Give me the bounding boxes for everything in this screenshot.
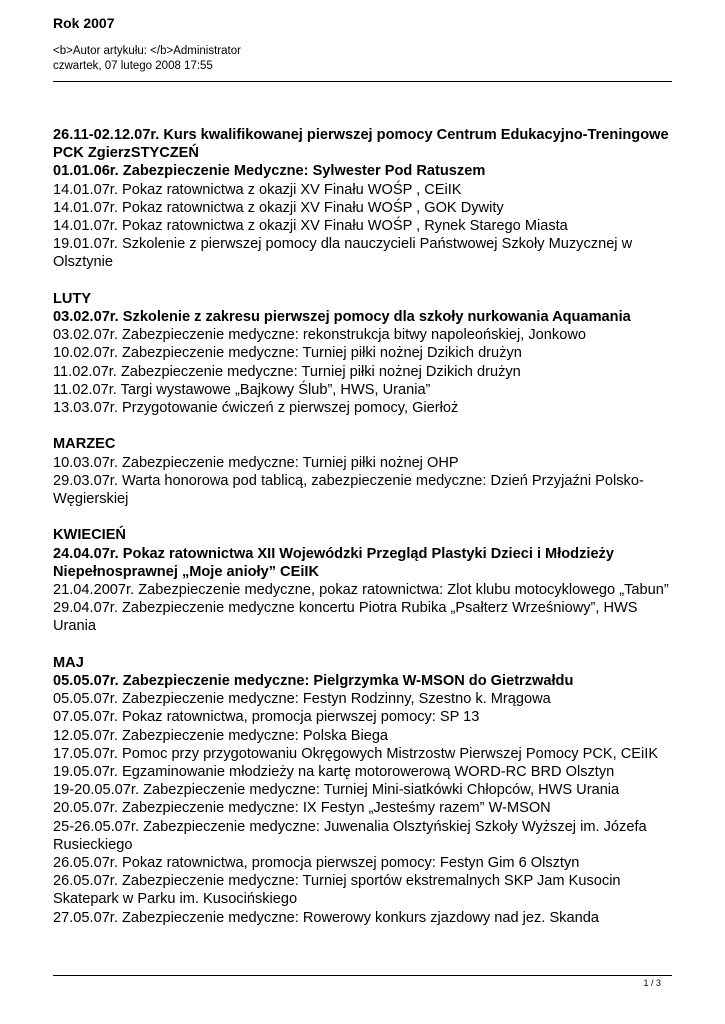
page-header — [53, 14, 673, 74]
event-line: 14.01.07r. Pokaz ratownictwa z okazji XV Finału WOŚP , CEiIK — [53, 181, 462, 198]
event-line: 03.02.07r. Zabezpieczenie medyczne: rekonstrukcja bitwy napoleońskiej, Jonkowo — [53, 327, 586, 344]
event-line: 14.01.07r. Pokaz ratownictwa z okazji XV Finału WOŚP , Rynek Starego Miasta — [53, 218, 568, 235]
section-heading-line: KWIECIEŃ — [53, 527, 126, 544]
date-line: czwartek, 07 lutego 2008 17:55 — [53, 60, 213, 72]
author-line: <b>Autor artykułu: </b>Administrator — [53, 45, 241, 57]
event-line: 21.04.2007r. Zabezpieczenie medyczne, pokaz ratownictwa: Zlot klubu motocyklowego „Tabun” — [53, 582, 669, 599]
event-line: 26.05.07r. Pokaz ratownictwa, promocja pierwszej pomocy: Festyn Gim 6 Olsztyn — [53, 855, 580, 872]
article-meta — [53, 44, 673, 74]
event-line: 25-26.05.07r. Zabezpieczenie medyczne: Juwenalia Olsztyńskiej Szkoły Wyższej im. Józefa Rusieckiego — [53, 818, 647, 853]
event-line: 19.01.07r. Szkolenie z pierwszej pomocy dla nauczycieli Państwowej Szkoły Muzycznej w Olsztynie — [53, 236, 633, 271]
event-section — [53, 654, 675, 927]
section-heading-line: 05.05.07r. Zabezpieczenie medyczne: Pielgrzymka W-MSON do Gietrzwałdu — [53, 673, 574, 690]
event-line: 20.05.07r. Zabezpieczenie medyczne: IX Festyn „Jesteśmy razem” W-MSON — [53, 800, 551, 817]
event-line: 19-20.05.07r. Zabezpieczenie medyczne: Turniej Mini-siatkówki Chłopców, HWS Urania — [53, 782, 620, 799]
page-number: 1 / 3 — [643, 978, 661, 988]
event-line: 14.01.07r. Pokaz ratownictwa z okazji XV Finału WOŚP , GOK Dywity — [53, 199, 504, 216]
event-line: 29.03.07r. Warta honorowa pod tablicą, zabezpieczenie medyczne: Dzień Przyjaźni Polsko-Węgierskiej — [53, 472, 644, 508]
header-divider — [53, 81, 672, 82]
event-line: 11.02.07r. Zabezpieczenie medyczne: Turniej piłki nożnej Dzikich drużyn — [53, 363, 521, 380]
event-section — [53, 126, 675, 272]
event-line: 13.03.07r. Przygotowanie ćwiczeń z pierwszej pomocy, Gierłoż — [53, 400, 459, 417]
footer-divider — [53, 975, 672, 976]
event-line: 29.04.07r. Zabezpieczenie medyczne koncertu Piotra Rubika „Psałterz Wrześniowy”, HWS Urania — [53, 600, 638, 635]
event-line: 11.02.07r. Targi wystawowe „Bajkowy Ślub”, HWS, Urania” — [53, 381, 431, 398]
section-heading-line: MAJ — [53, 654, 84, 671]
event-line: 17.05.07r. Pomoc przy przygotowaniu Okręgowych Mistrzostw Pierwszej Pomocy PCK, CEiIK — [53, 745, 659, 762]
section-heading-line: LUTY — [53, 290, 92, 307]
section-heading-line: 24.04.07r. Pokaz ratownictwa XII Wojewódzki Przegląd Plastyki Dzieci i Młodzieży Niepełnosprawnej „Moje anioły” CEiIK — [53, 545, 614, 580]
event-line: 27.05.07r. Zabezpieczenie medyczne: Rowerowy konkurs zjazdowy nad jez. Skanda — [53, 909, 599, 926]
event-line: 10.03.07r. Zabezpieczenie medyczne: Turniej piłki nożnej OHP — [53, 454, 459, 471]
event-line: 12.05.07r. Zabezpieczenie medyczne: Polska Biega — [53, 727, 389, 744]
event-line: 05.05.07r. Zabezpieczenie medyczne: Festyn Rodzinny, Szestno k. Mrągowa — [53, 691, 551, 708]
event-section — [53, 526, 675, 635]
section-heading-line: MARZEC — [53, 436, 116, 453]
event-section — [53, 290, 675, 417]
section-heading-line: 26.11-02.12.07r. Kurs kwalifikowanej pierwszej pomocy Centrum Edukacyjno-Treningowe PCK ZgierzSTYCZEŃ — [53, 127, 669, 162]
event-line: 19.05.07r. Egzaminowanie młodzieży na kartę motorowerową WORD-RC BRD Olsztyn — [53, 764, 615, 781]
event-line: 26.05.07r. Zabezpieczenie medyczne: Turniej sportów ekstremalnych SKP Jam Kusocin Skatepark w Parku im. Kusocińskiego — [53, 873, 621, 908]
document-title: Rok 2007 — [53, 15, 115, 31]
event-section — [53, 435, 675, 508]
section-heading-line: 03.02.07r. Szkolenie z zakresu pierwszej pomocy dla szkoły nurkowania Aquamania — [53, 309, 631, 326]
event-line: 10.02.07r. Zabezpieczenie medyczne: Turniej piłki nożnej Dzikich drużyn — [53, 345, 522, 362]
article-content — [53, 126, 675, 945]
section-heading-line: 01.01.06r. Zabezpieczenie Medyczne: Sylwester Pod Ratuszem — [53, 163, 486, 180]
event-line: 07.05.07r. Pokaz ratownictwa, promocja pierwszej pomocy: SP 13 — [53, 709, 480, 726]
